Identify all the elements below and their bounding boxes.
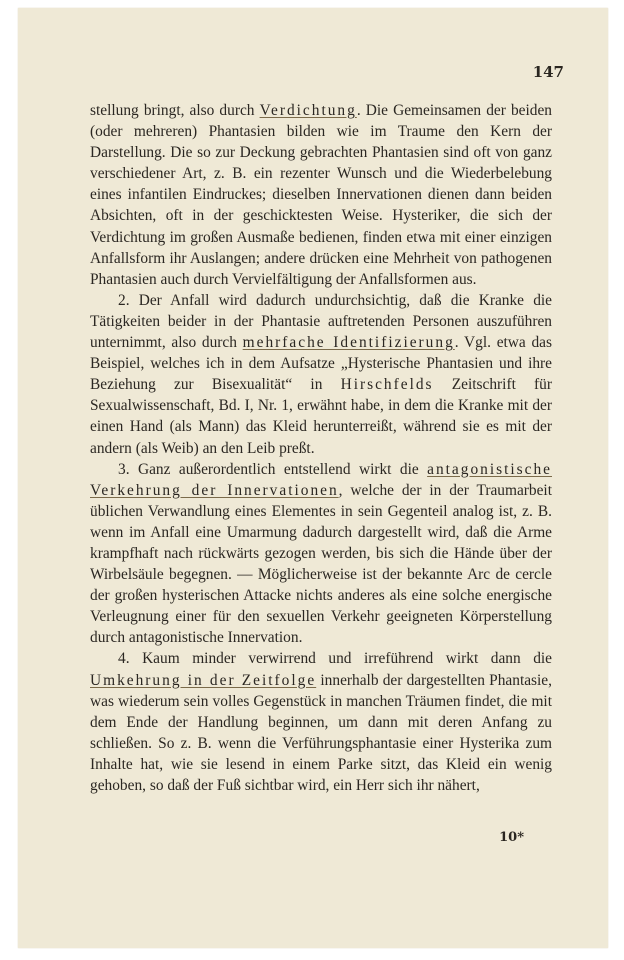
text-run: , welche der in der Traumarbeit üblichen Verwandlung eines Elementes in sein Gegenteil analog ist, z. B. wenn im Anfall eine Umarmung dadurch dargestellt wird, daß die Arme krampfhaft nach rückwärts gezogen werden, bis sich die Hände über der Wirbelsäule begegnen. — Möglicherweise ist der bekannte Arc de cercle der großen hysterischen Attacke nichts anderes als eine solche energische Verleugnung einer für den sexuellen Verkehr geeigneten Körperstellung durch antagonistische Innervation. [90, 481, 552, 647]
text-run: . Vgl. etwa das Beispiel, welches ich in dem Aufsatze „Hysterische Phantasien und ihre Beziehung zur Bisexualität“ in [90, 334, 552, 394]
text-run: 3. Ganz außerordentlich entstellend wirkt die [118, 460, 428, 478]
signature-mark: 10* [499, 830, 524, 845]
paragraph [90, 100, 552, 290]
text-run: 4. Kaum minder verwirrend und irreführend wirkt dann die [118, 650, 552, 668]
emphasized-text: Umkehrung in der Zeitfolge [90, 671, 317, 689]
emphasized-text: Hirschfelds [340, 376, 434, 394]
paragraph [90, 459, 552, 649]
text-run: innerhalb der dargestellten Phantasie, was wiederum sein volles Gegenstück in manchen Träumen findet, die mit dem Ende der Handlung beginnen, um dann mit deren Anfang zu schließen. So z. B. wenn die Verführungsphantasie einer Hysterika zum Inhalte hat, wie sie lesend in einem Parke sitzt, das Kleid ein wenig gehoben, so daß der Fuß sichtbar wird, ein Herr sich ihr nähert, [90, 671, 552, 794]
page-number: 147 [532, 63, 564, 81]
emphasized-text: Verdichtung [259, 102, 357, 119]
text-run: stellung bringt, also durch [90, 102, 260, 119]
text-run: . Die Gemeinsamen der beiden (oder mehreren) Phantasien bilden wie im Traume den Kern der Darstellung. Die so zur Deckung gebrachten Phantasien sind oft von ganz verschiedener Art, z. B. ein rezenter Wunsch und die Wiederbelebung eines infantilen Eindruckes; dieselben Innervationen dienen dann beiden Absichten, oft in der geschicktesten Weise. Hysteriker, die sich der Verdichtung im großen Ausmaße bedienen, finden etwa mit einer einzigen Anfallsform ihr Auslangen; andere drücken eine Mehrheit von pathogenen Phantasien auch durch Vervielfältigung der Anfallsformen aus. [90, 102, 552, 288]
body-text [90, 100, 552, 796]
text-run: 2. Der Anfall wird dadurch undurchsichtig, daß die Kranke die Tätigkeiten beider in der Phantasie auftretenden Personen auszuführen unternimmt, also durch [90, 291, 552, 352]
paragraph [90, 290, 552, 459]
book-page [18, 8, 608, 948]
text-run: Zeitschrift für Sexualwissenschaft, Bd. I, Nr. 1, erwähnt habe, in dem die Kranke mit der einen Hand (als Mann) das Kleid herunterreißt, während sie es mit der andern (als Weib) an den Leib preßt. [90, 376, 552, 457]
emphasized-text: antagonistische Verkehrung der Innervationen [90, 460, 552, 499]
paragraph [90, 648, 552, 796]
emphasized-text: mehrfache Identifizierung [242, 334, 455, 352]
